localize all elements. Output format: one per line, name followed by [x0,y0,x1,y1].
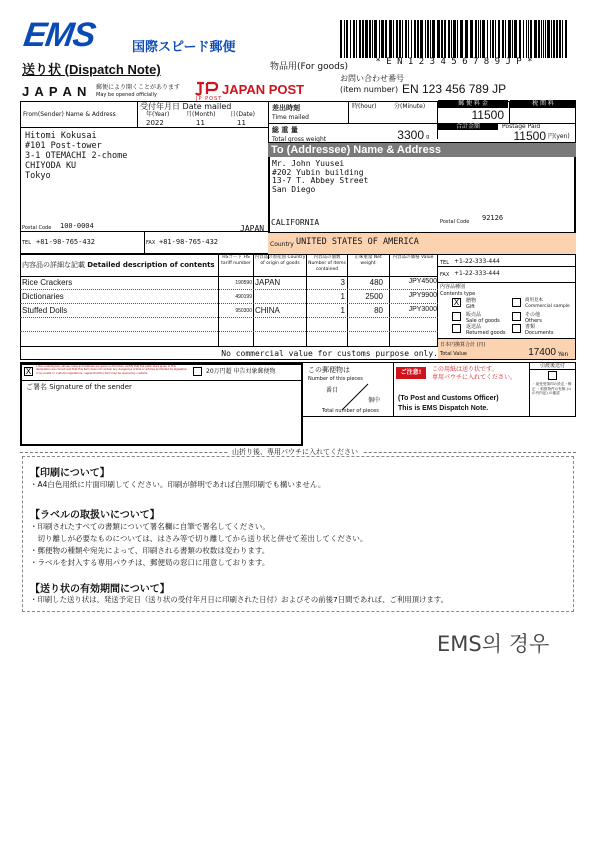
print-title: 【印刷について】 [30,468,110,479]
item-count: 1 [340,306,345,315]
label-line: ・郵便物の種類や宛先によって、印刷される書類の枚数は変わります。 [30,546,270,555]
returned-goods-label [466,324,506,336]
sender-line: Hitomi Kokusai [25,131,97,141]
barcode-bar [551,20,552,58]
pieces-label-en: Number of this pieces [308,376,363,382]
gift-checkbox[interactable]: X [453,298,460,307]
addressee-fax: +1-22-333-444 [454,270,500,277]
valid-title: 【送り状の有効期間について】 [30,584,170,595]
contents-type-label-en: Contents type [440,291,476,297]
addressee-address [272,160,368,194]
for-goods-label: 物品用(For goods) [270,62,349,72]
barcode-bar [453,20,456,58]
day-label: 日(Date) [230,111,256,118]
print-line: ・A4白色用紙に片面印刷してください。印刷が鮮明であれば白黒印刷でも構いません。 [30,480,326,489]
contents-type-label-jp: 内容品種別 [440,284,466,290]
inquiry-label-en: (item number) [340,85,399,94]
ems-dispatch-note: This is EMS Dispatch Note. [398,405,489,412]
item-weight: 480 [369,278,383,287]
sender-country: JAPAN [240,224,265,233]
japan-post-label: JAPAN POST [222,82,305,97]
barcode-bar [460,20,463,58]
item-value: JPY9900 [408,292,437,299]
signature-label: ご署名 Signature of the sender [26,383,132,391]
item-origin: JAPAN [255,278,281,287]
item-weight: 80 [374,306,383,315]
weight-unit: g [426,134,430,140]
japan-post-mark [194,80,218,96]
date-year: 2022 [146,119,164,127]
barcode-bar [427,20,429,58]
commercial-sample-checkbox[interactable] [512,298,521,307]
barcode-bar [480,20,481,58]
gift-label [466,298,476,310]
barcode-bar [562,20,563,58]
barcode-bar [385,20,387,58]
caution-line1: この用紙は送り状です。 [432,366,498,373]
item-desc: Stuffed Dolls [22,306,68,315]
barcode-bars [340,20,568,58]
caution-line2: 専用パウチに入れてください。 [432,374,517,381]
barcode-bar [492,20,494,58]
contents-desc-label-en: Detailed description of contents [87,261,215,269]
sender-line: #101 Post-tower [25,141,102,151]
barcode-bar [498,20,500,58]
over-200k-label: 20万円超 申告対象郵便物 [206,368,276,375]
sender-line: CHIYODA KU [25,161,77,171]
barcode-bar [514,20,517,58]
sender-line: 3-1 OTEMACHI 2-chome [25,151,128,161]
barcode-bar [553,20,555,58]
pieces-total-en: Total number of pieces [322,408,379,414]
total-value: 17400 [528,347,556,358]
sale-of-goods-label-en: Sale of goods [466,318,500,324]
officer-note: (To Post and Customs Officer) [398,395,499,402]
weight-value: 3300 [397,128,424,142]
sender-fax-label: FAX [146,240,156,246]
valid-line: ・印刷した送り状は、発送予定日（送り状の受付年月日に印刷された日付）およびその前後7日間であれば、ご利用頂けます。 [30,595,448,604]
minute-label: 分(Minute) [394,103,426,110]
barcode-bar [448,20,450,58]
barcode-bar [340,20,342,58]
pieces-num-label: 番目 [326,387,339,394]
customs-fee-header: 税 関 料 [510,100,576,108]
returned-goods-checkbox[interactable] [452,324,461,333]
month-label: 月(Month) [186,111,216,118]
time-mailed-label-jp: 差出時刻 [272,104,300,112]
barcode-bar [530,20,532,58]
addressee-line: #202 Yubin building [272,167,364,177]
item-value: JPY4500 [408,278,437,285]
addressee-line: Mr. John Yuusei [272,159,345,168]
declaration-checkbox[interactable]: X [25,367,32,376]
japan-post-mark-text: JP POST [196,96,223,102]
barcode-bar [505,20,506,58]
barcode-bar [444,20,446,58]
barcode-bar [430,20,431,58]
date-month: 11 [196,119,205,127]
net-weight-header: 正味重量 Net weight [354,255,382,266]
dispatch-note-title: 送り状 (Dispatch Note) [22,62,161,77]
item-hs: 950300 [235,308,252,314]
label-line: ・印刷されたすべての書類について署名欄に自筆で署名してください。 [30,522,270,531]
barcode-bar [411,20,412,58]
barcode-bar [565,20,567,58]
addressee-state: CALIFORNIA [271,218,320,227]
item-value: JPY3000 [408,306,437,313]
returned-goods-label-en: Returned goods [466,330,506,336]
barcode-bar [408,20,409,58]
country-label: J A P A N [22,84,88,99]
barcode [340,20,568,58]
barcode-bar [470,20,473,58]
sender-postal-code: 100-0004 [60,222,94,230]
barcode-bar [420,20,423,58]
sender-tel-label: TEL [22,240,31,246]
pieces-total-jp: 個中 [368,397,381,404]
sender-label: From(Sender) Name & Address [23,111,116,118]
commercial-sample-label-jp: 商用見本 [525,298,543,303]
addressee-postal-label: Postal Code [440,219,470,225]
barcode-bar [399,20,401,58]
year-label: 年(Year) [146,111,170,118]
barcode-bar [541,20,542,58]
barcode-bar [362,20,364,58]
barcode-bar [396,20,398,58]
contents-desc-label [22,261,215,269]
side-box-checkbox[interactable] [548,371,557,380]
barcode-bar [534,20,537,58]
postage-yen: 円(yen) [548,133,570,140]
barcode-bar [490,20,491,58]
side-box-text: ・前受受領印の設定・修正 ・取扱物件の有無 (ロの円内記) の確認 [532,382,572,395]
item-hs: 190590 [235,280,252,286]
addressee-fax-label: FAX [440,272,450,278]
addressee-line: 13-7 T. Abbey Street [272,176,369,185]
weight-label-en: Total gross weight [272,136,327,143]
item-desc: Rice Crackers [22,278,73,287]
documents-checkbox[interactable] [512,324,521,333]
barcode-bar [417,20,419,58]
commercial-sample-label [525,298,570,310]
addressee-line: San Diego [272,184,316,194]
value-header: 内容品の価格 Value [392,255,434,260]
hs-code-header: HSコード HS tariff number [221,255,251,266]
fold-note: 山折り後、専用パウチに入れてください [228,448,362,456]
barcode-bar [346,20,348,58]
barcode-bar [478,20,479,58]
label-line: 切り離しが必要なものについては、はさみ等で切り離してから送り状と併せて差出してください。 [30,534,368,543]
side-box-title: 引渡後送付 [530,363,575,370]
item-desc: Dictionaries [22,292,64,301]
sender-line: Tokyo [25,171,51,181]
tracking-number: EN 123 456 789 JP [402,82,507,96]
barcode-bar [432,20,435,58]
barcode-bar [545,20,546,58]
addressee-tel-label: TEL [440,260,449,266]
label-title: 【ラベルの取扱いについて】 [30,510,160,521]
total-value-label-en: Total Value [440,351,467,357]
barcode-bar [372,20,373,58]
others-label-jp: その他 [525,312,541,318]
item-hs: 490199 [235,294,252,300]
postage-total-header: 合計金額 [438,123,498,130]
barcode-bar [389,20,392,58]
barcode-bar [547,20,550,58]
returned-goods-label-jp: 返送品 [466,324,482,330]
sale-of-goods-checkbox[interactable] [452,312,461,321]
item-count: 1 [340,292,345,301]
barcode-bar [559,20,561,58]
barcode-bar [543,20,544,58]
barcode-bar [437,20,440,58]
total-value-unit: Yen [558,351,569,358]
addressee-tel: +1-22-333-444 [454,258,500,265]
documents-label-jp: 書類 [525,324,536,330]
others-label [525,312,542,324]
time-mailed-label-en: Time mailed [272,114,309,121]
documents-label-en: Documents [525,330,554,336]
open-note-jp: 郵便により開くことがあります [96,84,181,91]
caption: EMS의 경우 [437,632,550,656]
barcode-bar [393,20,394,58]
barcode-bar [350,20,351,58]
postage-paid-label: Postage Paid [502,123,541,130]
barcode-bar [519,20,521,58]
barcode-bar [508,20,511,58]
ems-logo [21,16,98,54]
barcode-bar [405,20,407,58]
inquiry-label-jp: お問い合わせ番号 [340,74,404,83]
barcode-bar [502,20,504,58]
post-mark-icon [194,80,218,96]
origin-header: 内容品の原産国 Country of origin of goods [254,255,306,266]
addressee-postal-code: 92126 [482,214,504,222]
weight-label-jp: 総 重 量 [272,126,298,134]
ems-logo-text: EMS [21,16,98,54]
caution-tag: ご注意! [396,367,426,379]
barcode-bar [359,20,361,58]
ems-logo-subtitle: 国際スピード郵便 [132,40,236,55]
item-count: 3 [340,278,345,287]
commercial-sample-label-en: Commercial sample [525,304,570,309]
open-note-en: May be opened officially [96,92,157,98]
barcode-bar [475,20,477,58]
over-200k-checkbox[interactable] [193,367,202,376]
postage-total: 11500 [513,129,546,143]
barcode-bar [465,20,468,58]
gift-label-jp: 贈物 [466,298,477,304]
sender-address [25,131,127,181]
barcode-bar [523,20,524,58]
barcode-bar [556,20,558,58]
barcode-text: * E N 1 2 3 4 5 6 7 8 9 J P * [375,57,533,67]
postage-fee: 11500 [471,108,504,122]
addressee-country: UNITED STATES OF AMERICA [296,237,419,247]
postage-fee-header: 郵 便 料 金 [438,100,508,108]
sale-of-goods-label-jp: 販売品 [466,312,482,318]
barcode-bar [538,20,540,58]
sender-tel: +81-98-765-432 [36,238,96,246]
item-weight: 2500 [365,292,383,301]
barcode-bar [487,20,488,58]
label-line: ・ラベルを封入する専用パウチは、郵便局の窓口に用意しております。 [30,558,270,567]
barcode-bar [414,20,416,58]
documents-label [525,324,554,336]
barcode-bar [451,20,452,58]
barcode-bar [374,20,377,58]
customs-note: No commercial value for customs purpose only. [221,349,438,358]
barcode-bar [457,20,458,58]
barcode-bar [441,20,443,58]
barcode-bar [344,20,345,58]
barcode-bar [353,20,355,58]
barcode-bar [356,20,357,58]
hour-label: 時(hour) [352,103,377,110]
barcode-bar [526,20,527,58]
barcode-bar [381,20,384,58]
sender-fax: +81-98-765-432 [159,238,219,246]
date-day: 11 [237,119,246,127]
item-origin: CHINA [255,306,280,315]
others-checkbox[interactable] [512,312,521,321]
barcode-bar [402,20,403,58]
sale-of-goods-label [466,312,500,324]
pieces-label-jp: この郵便物は [308,366,350,374]
barcode-bar [495,20,496,58]
date-mailed-label: 受付年月日 Date mailed [140,102,232,111]
barcode-bar [512,20,513,58]
barcode-bar [379,20,380,58]
others-label-en: Others [525,318,542,324]
barcode-bar [482,20,485,58]
barcode-bar [425,20,426,58]
barcode-bar [528,20,529,58]
contents-desc-label-jp: 内容品の詳細な記載 [22,261,85,269]
barcode-bar [369,20,371,58]
total-value-label-jp: 日本円換算合計 (円) [440,342,486,348]
sender-postal-label: Postal Code [22,225,52,231]
declaration-text: I, the undersigned, whose name and address are given on the item, certify that the particulars given in this declaration are correct and that this item does not contain any dangerous article or articles prohibited by legislation or by postal or customs regulations. I agree that the item may be opened by customs. [36,365,188,375]
addressee-country-label: Country [270,241,294,248]
gift-label-en: Gift [466,304,475,310]
count-header: 内容品の個数 Number of items contained [308,255,346,272]
barcode-bar [365,20,368,58]
addressee-header: To (Addressee) Name & Address [268,143,576,157]
